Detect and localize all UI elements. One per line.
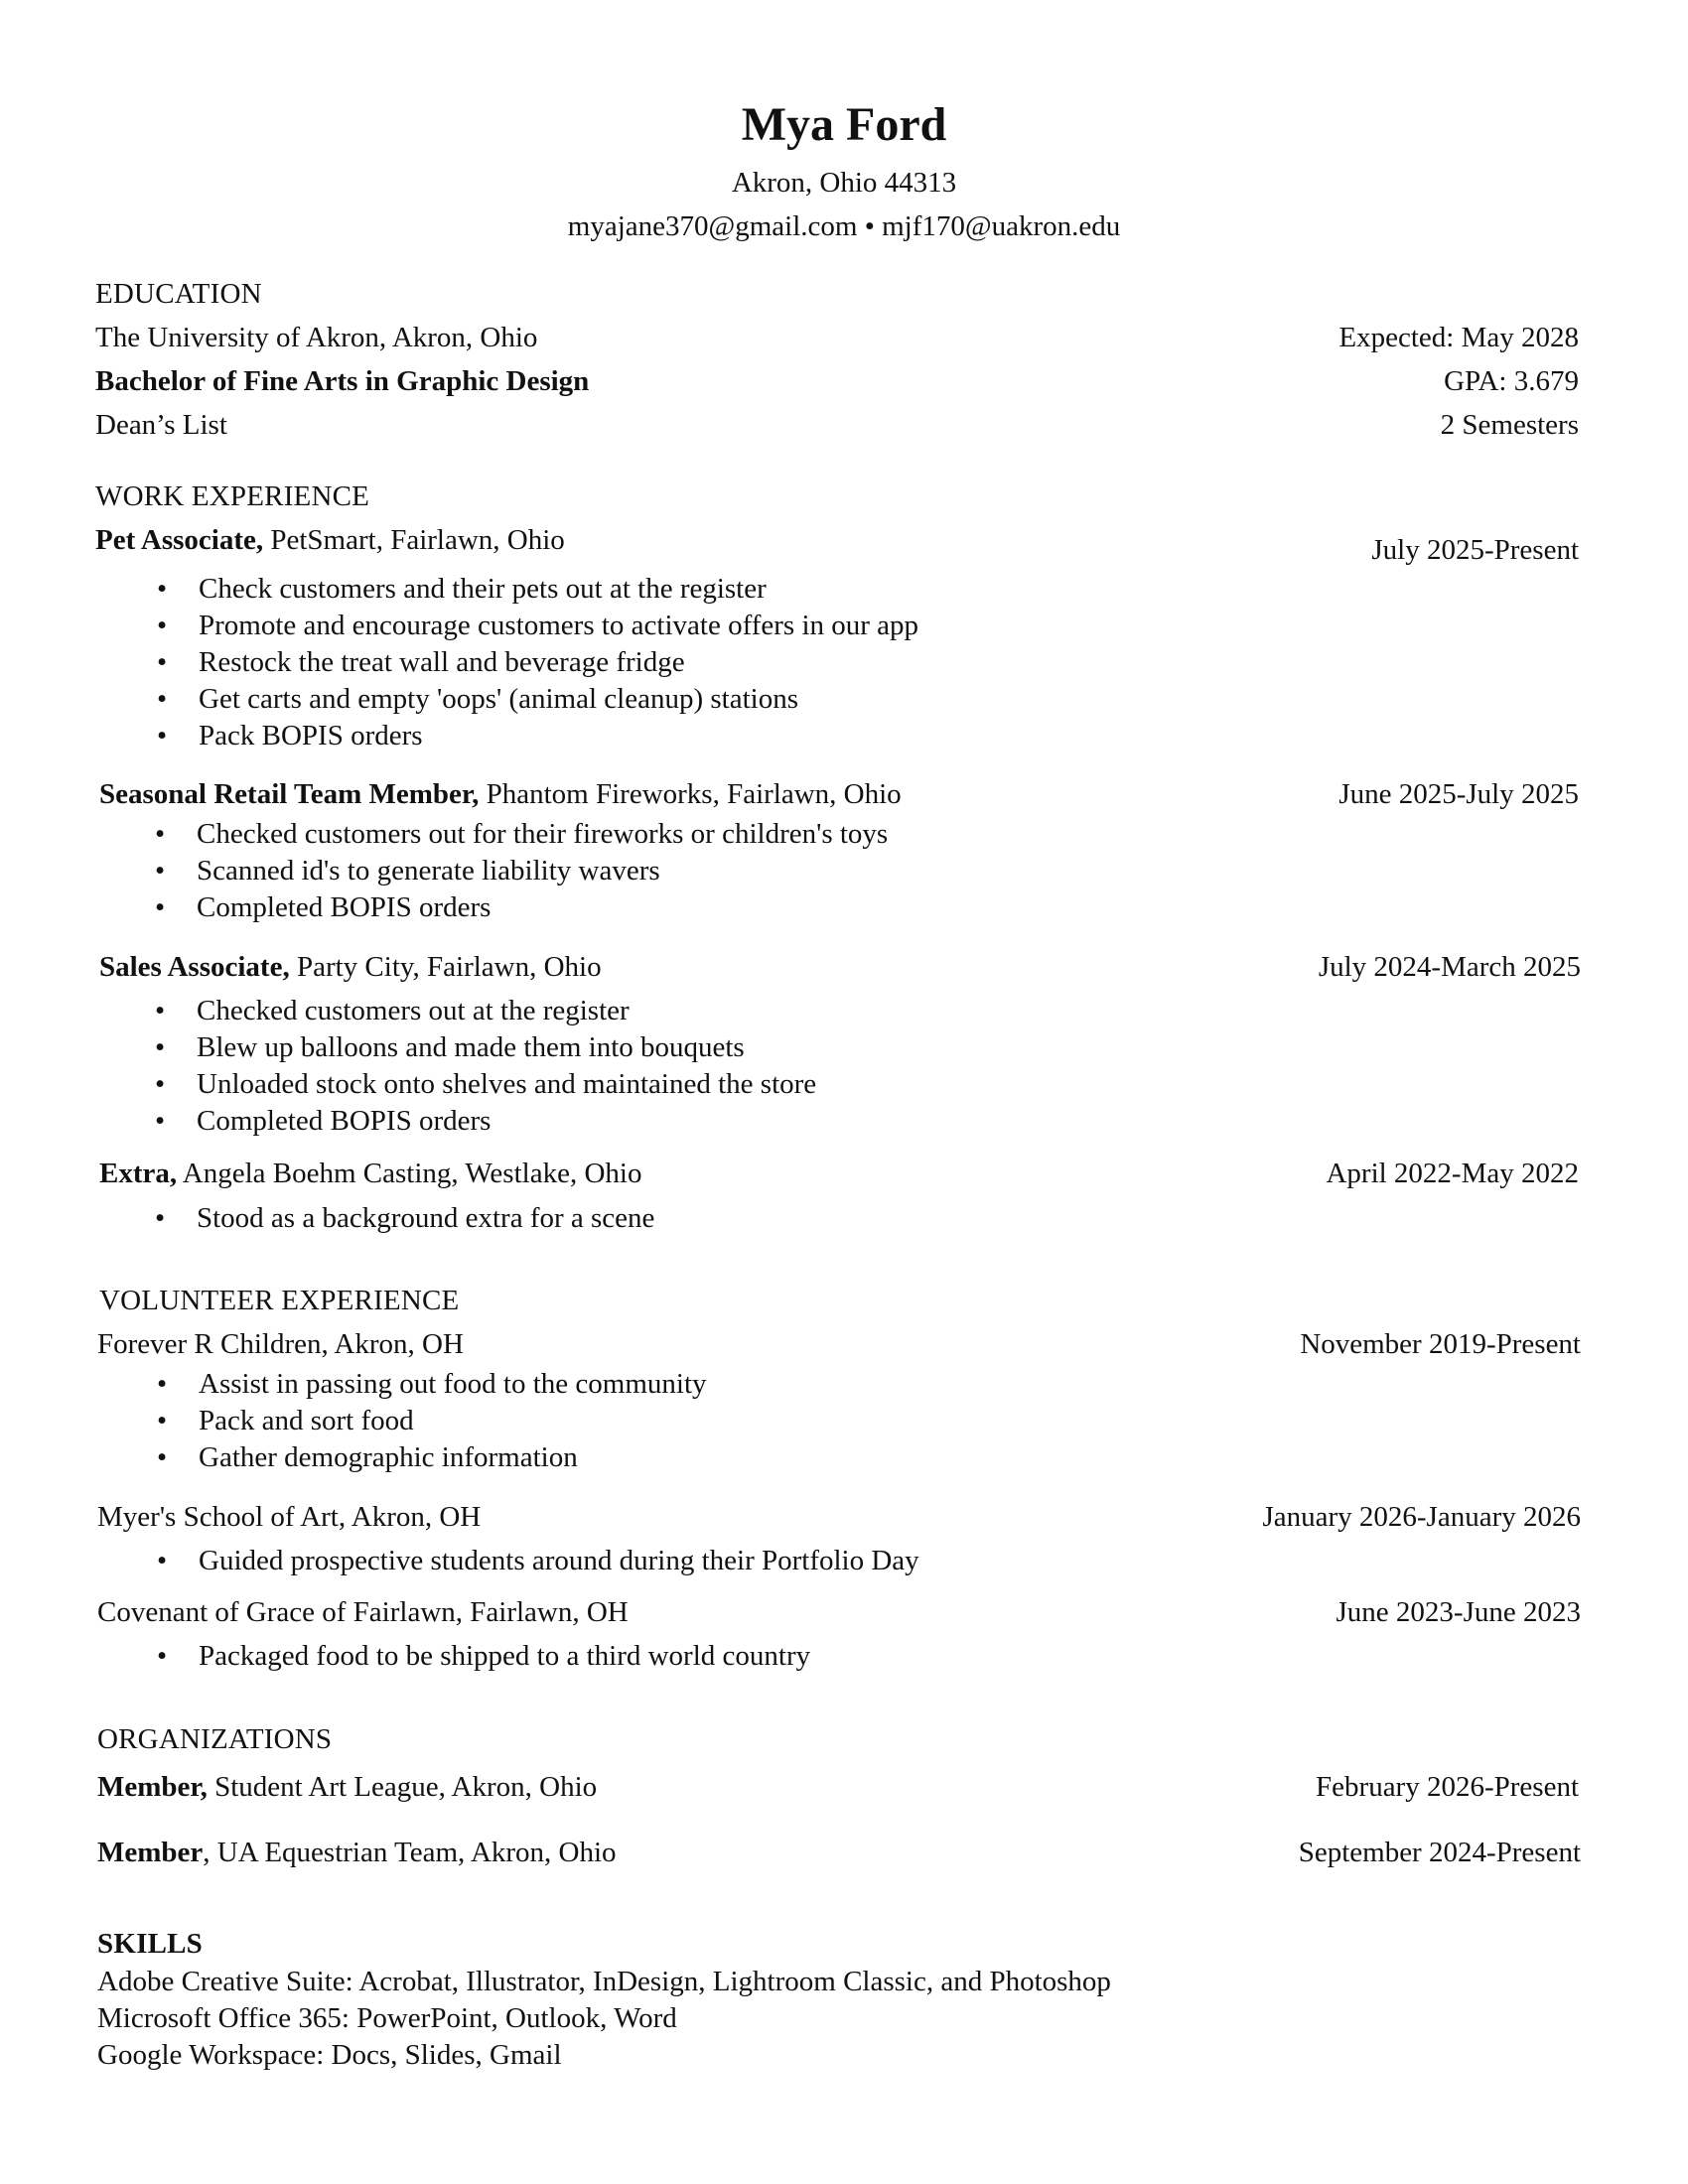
volunteer-bullets: [157, 1366, 707, 1476]
section-heading-organizations: ORGANIZATIONS: [97, 1723, 333, 1755]
organization-role: Member,: [97, 1771, 208, 1803]
volunteer-dates: January 2026-January 2026: [1262, 1501, 1581, 1533]
section-heading-volunteer: VOLUNTEER EXPERIENCE: [99, 1285, 460, 1316]
bullet-item: • Get carts and empty 'oops' (animal cleanup) stations: [157, 681, 918, 718]
job-title: Pet Associate,: [95, 524, 264, 556]
volunteer-dates: November 2019-Present: [1300, 1328, 1581, 1360]
job-org: Angela Boehm Casting, Westlake, Ohio: [177, 1158, 642, 1189]
job-bullets: [155, 1200, 654, 1237]
job-title: Sales Associate,: [99, 951, 290, 983]
bullet-item: • Promote and encourage customers to activate offers in our app: [157, 608, 918, 644]
bullet-item: • Gather demographic information: [157, 1439, 707, 1476]
organization-line: [97, 1837, 617, 1869]
bullet-item: • Guided prospective students around during their Portfolio Day: [157, 1543, 919, 1579]
organization-name: , UA Equestrian Team, Akron, Ohio: [203, 1837, 617, 1868]
section-heading-education: EDUCATION: [95, 278, 262, 310]
volunteer-bullets: [157, 1543, 919, 1579]
bullet-item: • Assist in passing out food to the community: [157, 1366, 707, 1403]
skills-line: Google Workspace: Docs, Slides, Gmail: [97, 2039, 562, 2071]
bullet-item: • Scanned id's to generate liability wavers: [155, 853, 888, 889]
bullet-item: • Checked customers out for their fireworks or children's toys: [155, 816, 888, 853]
education-degree: Bachelor of Fine Arts in Graphic Design: [95, 365, 590, 397]
bullet-item: • Pack BOPIS orders: [157, 718, 918, 754]
job-title-line: [95, 524, 565, 557]
skills-line: Adobe Creative Suite: Acrobat, Illustrator, InDesign, Lightroom Classic, and Photoshop: [97, 1966, 1111, 1997]
bullet-item: • Completed BOPIS orders: [155, 1103, 816, 1140]
bullet-item: • Restock the treat wall and beverage fridge: [157, 644, 918, 681]
job-dates: July 2024-March 2025: [1318, 951, 1581, 983]
bullet-item: • Blew up balloons and made them into bouquets: [155, 1029, 816, 1066]
organization-role: Member: [97, 1837, 204, 1868]
skills-line: Microsoft Office 365: PowerPoint, Outlook, Word: [97, 2002, 677, 2034]
section-heading-work: WORK EXPERIENCE: [95, 480, 370, 512]
job-bullets: [155, 816, 888, 926]
organization-dates: September 2024-Present: [1298, 1837, 1581, 1868]
organization-line: [97, 1771, 597, 1804]
volunteer-bullets: [157, 1638, 810, 1675]
bullet-item: • Check customers and their pets out at the register: [157, 571, 918, 608]
organization-dates: February 2026-Present: [1316, 1771, 1579, 1803]
job-bullets: [157, 571, 918, 754]
education-honor-detail: 2 Semesters: [1440, 409, 1579, 441]
volunteer-org: Covenant of Grace of Fairlawn, Fairlawn, OH: [97, 1596, 629, 1628]
job-title-line: [99, 951, 602, 984]
education-expected: Expected: May 2028: [1338, 322, 1579, 353]
bullet-item: • Pack and sort food: [157, 1403, 707, 1439]
education-school: The University of Akron, Akron, Ohio: [95, 322, 538, 353]
skills-list: [97, 1964, 1111, 2074]
education-honor: Dean’s List: [95, 409, 227, 441]
volunteer-dates: June 2023-June 2023: [1336, 1596, 1581, 1628]
education-gpa: GPA: 3.679: [1444, 365, 1579, 397]
bullet-item: • Unloaded stock onto shelves and maintained the store: [155, 1066, 816, 1103]
job-title-line: [99, 1158, 641, 1190]
bullet-item: • Packaged food to be shipped to a third world country: [157, 1638, 810, 1675]
volunteer-org: Myer's School of Art, Akron, OH: [97, 1501, 482, 1533]
job-org: Party City, Fairlawn, Ohio: [289, 951, 602, 983]
bullet-item: • Stood as a background extra for a scene: [155, 1200, 654, 1237]
volunteer-org: Forever R Children, Akron, OH: [97, 1328, 464, 1360]
job-title-line: [99, 778, 902, 811]
bullet-item: • Completed BOPIS orders: [155, 889, 888, 926]
bullet-item: • Checked customers out at the register: [155, 993, 816, 1029]
section-heading-skills: SKILLS: [97, 1928, 203, 1960]
job-org: Phantom Fireworks, Fairlawn, Ohio: [479, 778, 902, 810]
job-org: PetSmart, Fairlawn, Ohio: [263, 524, 565, 556]
email-line: myajane370@gmail.com • mjf170@uakron.edu: [567, 210, 1121, 242]
job-bullets: [155, 993, 816, 1140]
organization-name: Student Art League, Akron, Ohio: [207, 1771, 598, 1803]
job-dates: June 2025-July 2025: [1338, 778, 1579, 810]
location: Akron, Ohio 44313: [731, 167, 957, 199]
resume-name: Mya Ford: [741, 98, 947, 151]
job-title: Seasonal Retail Team Member,: [99, 778, 480, 810]
job-dates: July 2025-Present: [1371, 534, 1579, 566]
job-title: Extra,: [99, 1158, 178, 1189]
job-dates: April 2022-May 2022: [1326, 1158, 1579, 1189]
